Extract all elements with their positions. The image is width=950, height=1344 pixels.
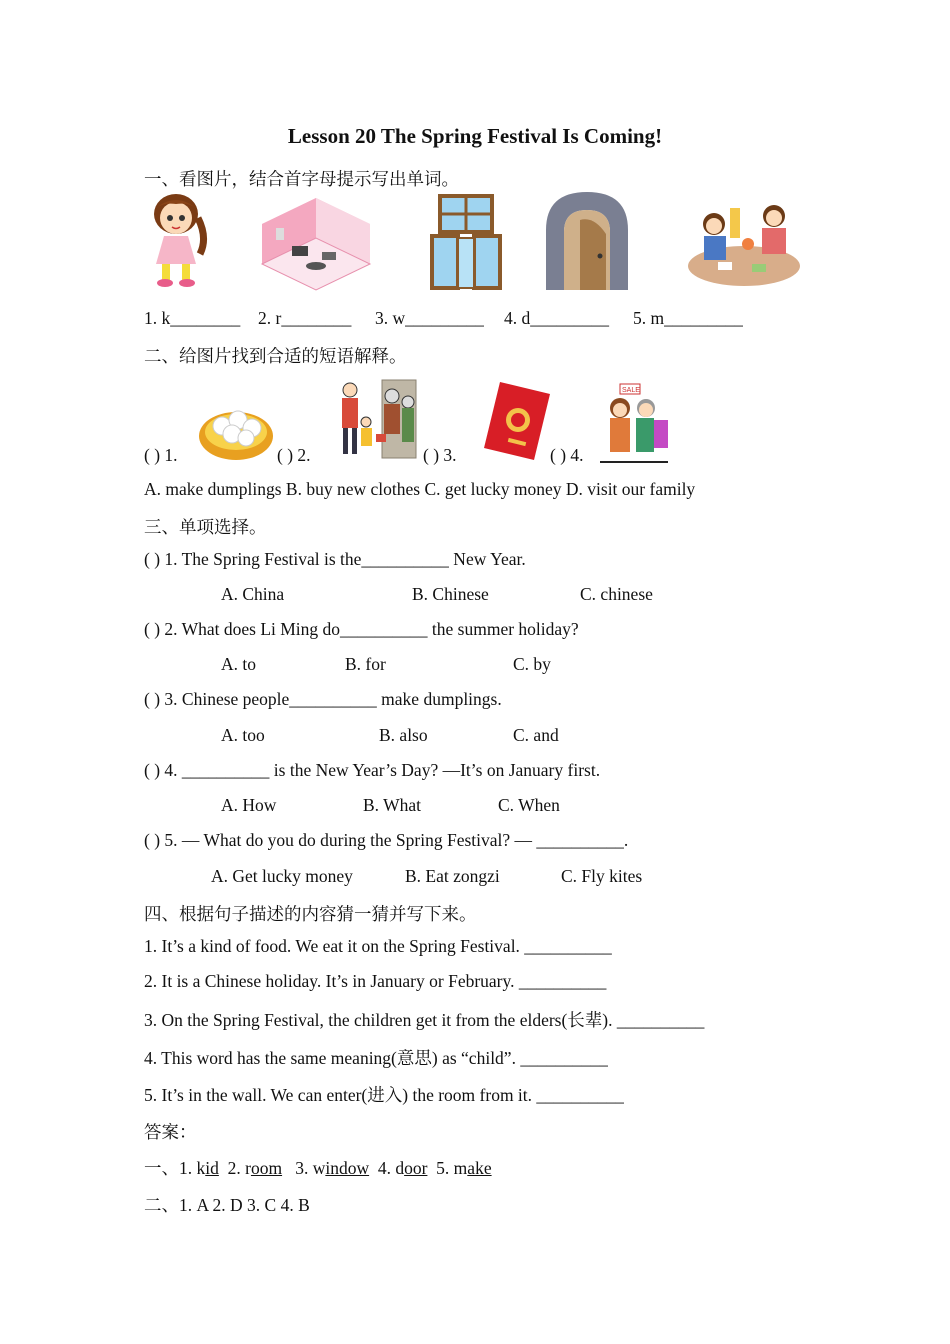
q2-option-b[interactable]: B. for bbox=[345, 654, 386, 674]
q1-option-b[interactable]: B. Chinese bbox=[412, 584, 489, 604]
room-picture bbox=[258, 194, 374, 292]
match-bracket-2[interactable]: ( ) 2. bbox=[277, 445, 311, 465]
q5-option-a[interactable]: A. Get lucky money bbox=[211, 866, 353, 886]
q4-option-b[interactable]: B. What bbox=[363, 795, 422, 815]
answer-1: id bbox=[205, 1158, 219, 1178]
red-envelope-picture bbox=[480, 380, 552, 462]
question-5: ( ) 5. — What do you do during the Spring Festival? — __________. bbox=[144, 830, 629, 850]
making-crafts-picture bbox=[684, 194, 802, 290]
q5-option-c[interactable]: C. Fly kites bbox=[561, 866, 643, 886]
section-1-heading: 一、看图片，结合首字母提示写出单词。 bbox=[144, 169, 459, 189]
match-bracket-4[interactable]: ( ) 4. bbox=[550, 445, 584, 465]
match-underline-4 bbox=[600, 461, 668, 463]
phrase-options: A. make dumplings B. buy new clothes C. get lucky money D. visit our family bbox=[144, 479, 696, 499]
q1-option-c[interactable]: C. chinese bbox=[580, 584, 653, 604]
answers-heading: 答案： bbox=[144, 1122, 197, 1142]
question-3: ( ) 3. Chinese people__________ make dumplings. bbox=[144, 689, 502, 709]
riddle-5: 5. It’s in the wall. We can enter(进入) the room from it. __________ bbox=[144, 1085, 624, 1105]
q4-option-c[interactable]: C. When bbox=[498, 795, 560, 815]
answer-prefix: 一、1. k bbox=[144, 1158, 206, 1178]
section-2-heading: 二、给图片找到合适的短语解释。 bbox=[144, 346, 407, 366]
q3-option-b[interactable]: B. also bbox=[379, 725, 428, 745]
section-3-heading: 三、单项选择。 bbox=[144, 517, 267, 537]
q3-option-a[interactable]: A. too bbox=[221, 725, 265, 745]
section-4-heading: 四、根据句子描述的内容猜一猜并写下来。 bbox=[144, 904, 477, 924]
q2-option-c[interactable]: C. by bbox=[513, 654, 551, 674]
riddle-4: 4. This word has the same meaning(意思) as “child”. __________ bbox=[144, 1048, 608, 1068]
shopping-clothes-picture bbox=[598, 380, 672, 458]
sale-sign-text: SALE bbox=[622, 387, 640, 394]
answers-line-2: 二、1. A 2. D 3. C 4. B bbox=[144, 1195, 310, 1215]
q4-option-a[interactable]: A. How bbox=[221, 795, 277, 815]
answer-3: indow bbox=[325, 1158, 370, 1178]
answer-5: ake bbox=[467, 1158, 492, 1178]
riddle-1: 1. It’s a kind of food. We eat it on the Spring Festival. __________ bbox=[144, 936, 612, 956]
family-visit-picture bbox=[336, 378, 418, 460]
riddle-2: 2. It is a Chinese holiday. It’s in January or February. __________ bbox=[144, 971, 607, 991]
answer-4-prefix: 4. d bbox=[369, 1158, 405, 1178]
q3-option-c[interactable]: C. and bbox=[513, 725, 559, 745]
word-blank-3[interactable]: 3. w_________ bbox=[375, 308, 484, 328]
answers-line-1 bbox=[144, 1155, 492, 1180]
question-1: ( ) 1. The Spring Festival is the__________ New Year. bbox=[144, 549, 526, 569]
word-blank-1[interactable]: 1. k________ bbox=[144, 308, 241, 328]
riddle-3: 3. On the Spring Festival, the children get it from the elders(长辈). __________ bbox=[144, 1010, 705, 1030]
word-blank-5[interactable]: 5. m_________ bbox=[633, 308, 743, 328]
word-blank-4[interactable]: 4. d_________ bbox=[504, 308, 609, 328]
match-bracket-3[interactable]: ( ) 3. bbox=[423, 445, 457, 465]
answer-5-prefix: 5. m bbox=[427, 1158, 468, 1178]
answer-2-prefix: 2. r bbox=[218, 1158, 251, 1178]
q2-option-a[interactable]: A. to bbox=[221, 654, 256, 674]
answer-3-prefix: 3. w bbox=[282, 1158, 326, 1178]
q1-option-a[interactable]: A. China bbox=[221, 584, 285, 604]
answer-4: oor bbox=[404, 1158, 428, 1178]
window-picture bbox=[428, 194, 504, 292]
answer-2: oom bbox=[250, 1158, 283, 1178]
dumplings-picture bbox=[198, 396, 274, 462]
match-bracket-1[interactable]: ( ) 1. bbox=[144, 445, 178, 465]
question-4: ( ) 4. __________ is the New Year’s Day? —It’s on January first. bbox=[144, 760, 601, 780]
door-picture bbox=[544, 190, 630, 292]
girl-picture bbox=[140, 188, 212, 292]
q5-option-b[interactable]: B. Eat zongzi bbox=[405, 866, 500, 886]
word-blank-2[interactable]: 2. r________ bbox=[258, 308, 352, 328]
question-2: ( ) 2. What does Li Ming do__________ the summer holiday? bbox=[144, 619, 579, 639]
page-title: Lesson 20 The Spring Festival Is Coming! bbox=[287, 124, 663, 148]
